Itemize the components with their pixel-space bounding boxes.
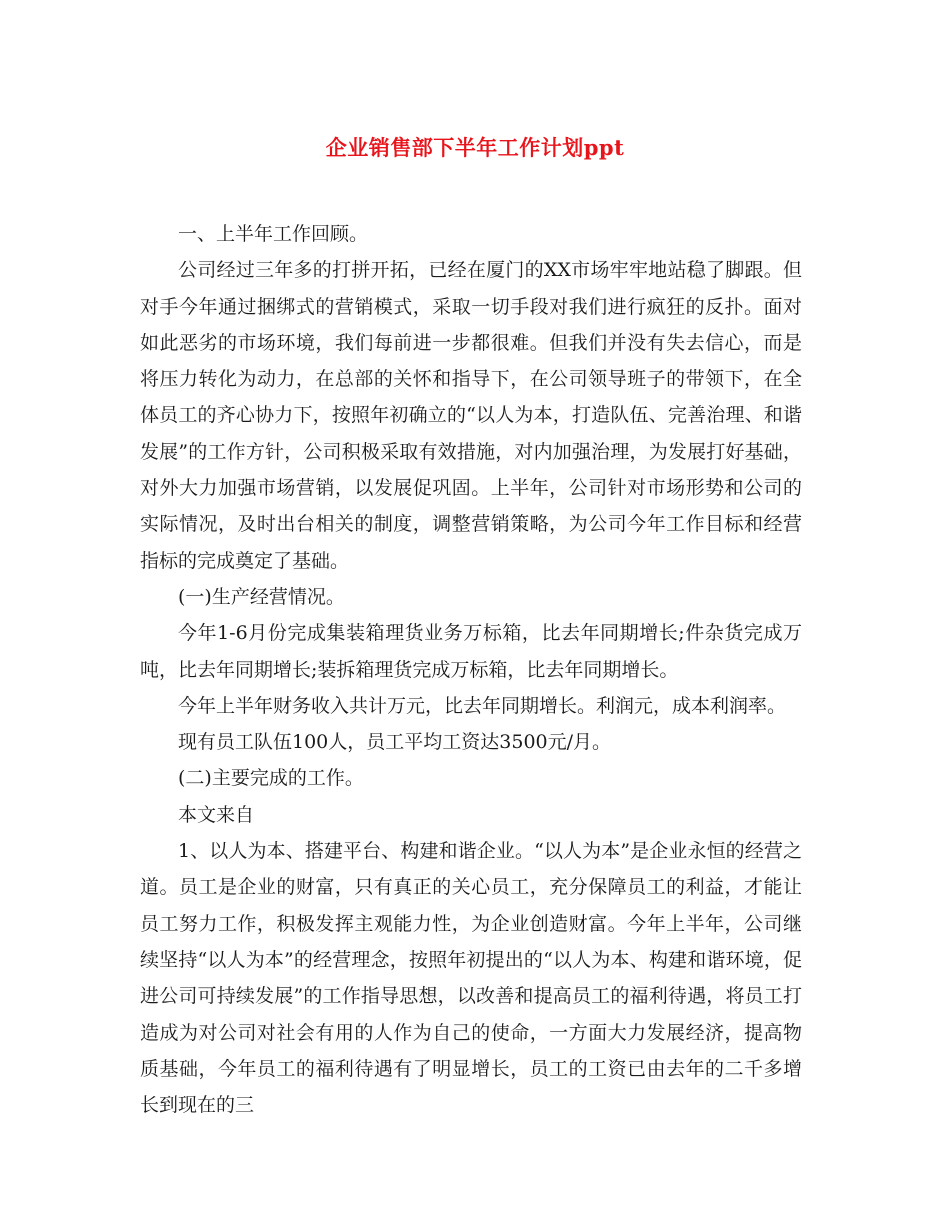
subsection-heading-operations: (一)生产经营情况。 [178, 585, 345, 608]
paragraph-staff: 现有员工队伍100人，员工平均工资达3500元/月。 [178, 731, 612, 754]
document-title: 企业销售部下半年工作计划ppt [325, 135, 625, 160]
paragraph-source-note: 本文来自 [178, 803, 255, 826]
document-body [140, 216, 802, 1123]
section-heading-review: 一、上半年工作回顾。 [178, 223, 369, 245]
paragraph-people-oriented: 1、以人为本、搭建平台、构建和谐企业。“以人为本”是企业永恒的经营之道。员工是企业的财富，只有真正的关心员工，充分保障员工的利益，才能让员工努力工作，积极发挥主观能力性，为企业创造财富。今年上半年，公司继续坚持“以人为本”的经营理念，按照年初提出的“以人为本、构建和谐环境，促进公司可持续发展”的工作指导思想，以改善和提高员工的福利待遇，将员工打造成为对公司对社会有用的人作为自己的使命，一方面大力发展经济，提高物质基础，今年员工的福利待遇有了明显增长，员工的工资已由去年的二千多增长到现在的三 [140, 840, 802, 1117]
paragraph-overview: 公司经过三年多的打拼开拓，已经在厦门的XX市场牢牢地站稳了脚跟。但对手今年通过捆绑式的营销模式，采取一切手段对我们进行疯狂的反扑。面对如此恶劣的市场环境，我们每前进一步都很难。但我们并没有失去信心，而是将压力转化为动力，在总部的关怀和指导下，在公司领导班子的带领下，在全体员工的齐心协力下，按照年初确立的“以人为本，打造队伍、完善治理、和谐发展”的工作方针，公司积极采取有效措施，对内加强治理，为发展打好基础，对外大力加强市场营销，以发展促巩固。上半年，公司针对市场形势和公司的实际情况，及时出台相关的制度，调整营销策略，为公司今年工作目标和经营指标的完成奠定了基础。 [140, 259, 802, 572]
subsection-heading-completed-work: (二)主要完成的工作。 [178, 767, 364, 790]
paragraph-business-volume: 今年1-6月份完成集装箱理货业务万标箱，比去年同期增长;件杂货完成万吨，比去年同期增长;装拆箱理货完成万标箱，比去年同期增长。 [140, 622, 802, 681]
paragraph-financial-income: 今年上半年财务收入共计万元，比去年同期增长。利润元，成本利润率。 [178, 694, 787, 717]
